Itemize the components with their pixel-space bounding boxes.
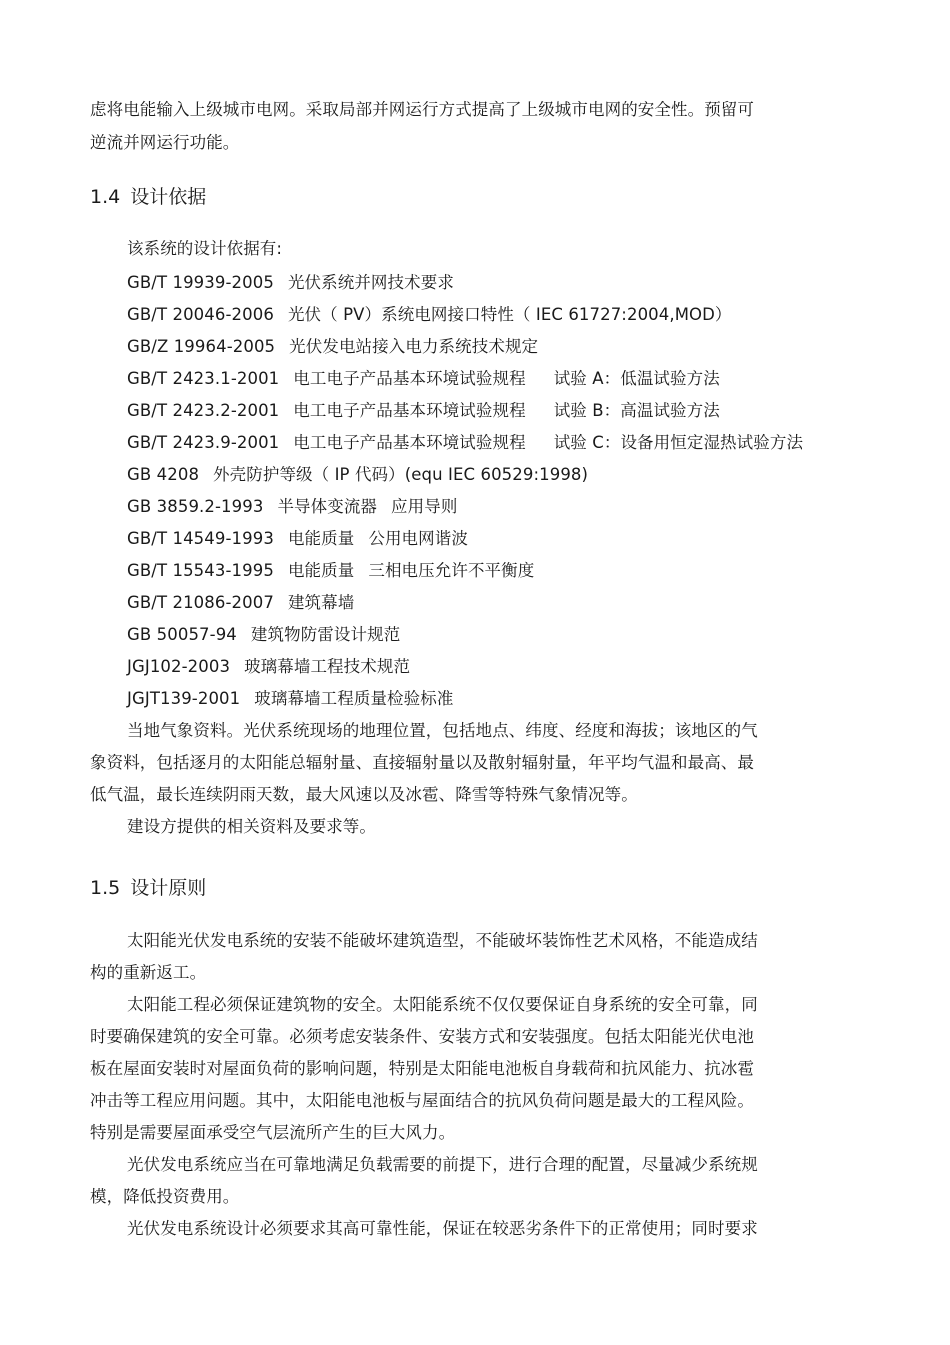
standard-item	[127, 591, 354, 615]
standard-item	[127, 463, 588, 487]
standard-text: 电工电子产品基本环境试验规程	[293, 369, 526, 388]
intro-line-1: 虑将电能输入上级城市电网。采取局部并网运行方式提高了上级城市电网的安全性。预留可	[90, 100, 754, 119]
standard-code: GB/T 19939-2005	[127, 273, 274, 292]
standard-text: 半导体变流器	[277, 497, 378, 516]
standard-item	[127, 431, 803, 455]
section-number: 1.5	[90, 877, 121, 899]
principle-p2-line-5: 特别是需要屋面承受空气层流所产生的巨大风力。	[90, 1123, 456, 1142]
standard-text: 光伏（ PV）系统电网接口特性（ IEC 61727:2004,MOD）	[287, 305, 732, 324]
standard-code: GB/T 21086-2007	[127, 593, 274, 612]
standard-code: JGJ102-2003	[127, 657, 231, 676]
standard-text: 电能质量	[287, 529, 355, 548]
principle-p1-line-1: 太阳能光伏发电系统的安装不能破坏建筑造型，不能破坏装饰性艺术风格，不能造成结	[127, 931, 758, 950]
standard-extra: 试验 B：高温试验方法	[553, 401, 720, 420]
standard-text: 光伏发电站接入电力系统技术规定	[289, 337, 539, 356]
standard-item	[127, 303, 732, 327]
standard-item	[127, 559, 534, 583]
standard-text: 玻璃幕墙工程技术规范	[244, 657, 411, 676]
section-title: 设计原则	[130, 877, 207, 899]
principle-p3-line-1: 光伏发电系统应当在可靠地满足负载需要的前提下，进行合理的配置，尽量减少系统规	[127, 1155, 758, 1174]
principle-p2-line-2: 时要确保建筑的安全可靠。必须考虑安装条件、安装方式和安装强度。包括太阳能光伏电池	[90, 1027, 754, 1046]
section-title: 设计依据	[130, 186, 207, 208]
standard-item	[127, 271, 454, 295]
standard-item	[127, 335, 538, 359]
standard-item	[127, 399, 720, 423]
standard-code: GB/Z 19964-2005	[127, 337, 276, 356]
standard-code: GB 50057-94	[127, 625, 237, 644]
owner-line: 建设方提供的相关资料及要求等。	[127, 817, 376, 836]
standard-extra: 公用电网谐波	[368, 529, 468, 548]
standards-lead: 该系统的设计依据有:	[127, 239, 283, 258]
section-number: 1.4	[90, 186, 121, 208]
principle-p4-line-1: 光伏发电系统设计必须要求其高可靠性能，保证在较恶劣条件下的正常使用；同时要求	[127, 1219, 758, 1238]
standard-code: GB/T 2423.1-2001	[127, 369, 280, 388]
standard-item	[127, 495, 457, 519]
standard-text: 电能质量	[287, 561, 355, 580]
principle-p2-line-1: 太阳能工程必须保证建筑物的安全。太阳能系统不仅仅要保证自身系统的安全可靠，同	[127, 995, 758, 1014]
intro-line-2: 逆流并网运行功能。	[90, 133, 240, 152]
standard-extra: 试验 C：设备用恒定湿热试验方法	[553, 433, 804, 452]
standard-extra: 应用导则	[391, 497, 458, 516]
standard-extra: 试验 A：低温试验方法	[553, 369, 720, 388]
standard-extra: 三相电压允许不平衡度	[368, 561, 535, 580]
weather-line-1: 当地气象资料。光伏系统现场的地理位置，包括地点、纬度、经度和海拔；该地区的气	[127, 721, 758, 740]
standard-code: GB/T 20046-2006	[127, 305, 274, 324]
standard-text: 建筑物防雷设计规范	[250, 625, 401, 644]
principle-p2-line-4: 冲击等工程应用问题。其中，太阳能电池板与屋面结合的抗风负荷问题是最大的工程风险。	[90, 1091, 754, 1110]
weather-line-3: 低气温，最长连续阴雨天数，最大风速以及冰雹、降雪等特殊气象情况等。	[90, 785, 638, 804]
standard-item	[127, 527, 468, 551]
standard-code: GB/T 14549-1993	[127, 529, 274, 548]
standard-item	[127, 655, 410, 679]
standard-code: GB 3859.2-1993	[127, 497, 264, 516]
principle-p2-line-3: 板在屋面安装时对屋面负荷的影响问题，特别是太阳能电池板自身载荷和抗风能力、抗冰雹	[90, 1059, 754, 1078]
standard-code: GB/T 2423.9-2001	[127, 433, 280, 452]
standard-text: 光伏系统并网技术要求	[287, 273, 454, 292]
principle-p3-line-2: 模，降低投资费用。	[90, 1187, 240, 1206]
standard-code: JGJT139-2001	[127, 689, 241, 708]
standard-text: 外壳防护等级（ IP 代码）(equ IEC 60529:1998)	[213, 465, 589, 484]
standard-item	[127, 623, 400, 647]
standard-code: GB/T 15543-1995	[127, 561, 274, 580]
principle-p1-line-2: 构的重新返工。	[90, 963, 207, 982]
standard-item	[127, 687, 453, 711]
section-heading-1-5	[90, 875, 206, 901]
standard-code: GB/T 2423.2-2001	[127, 401, 280, 420]
weather-line-2: 象资料，包括逐月的太阳能总辐射量、直接辐射量以及散射辐射量，年平均气温和最高、最	[90, 753, 754, 772]
standard-text: 玻璃幕墙工程质量检验标准	[254, 689, 454, 708]
standard-text: 电工电子产品基本环境试验规程	[293, 401, 526, 420]
section-heading-1-4	[90, 184, 206, 210]
standard-text: 建筑幕墙	[287, 593, 355, 612]
standard-text: 电工电子产品基本环境试验规程	[293, 433, 526, 452]
standard-code: GB 4208	[127, 465, 200, 484]
standard-item	[127, 367, 720, 391]
